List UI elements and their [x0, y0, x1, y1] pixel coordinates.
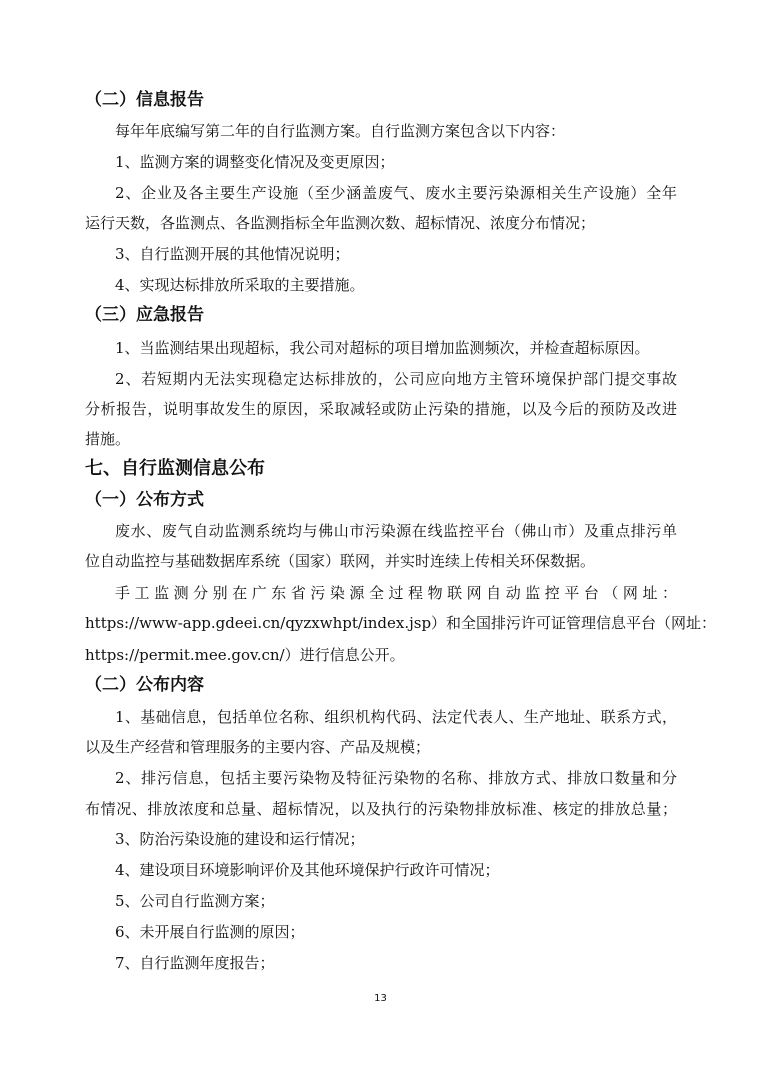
info-report-item-2-line-2: 运行天数，各监测点、各监测指标全年监测次数、超标情况、浓度分布情况；: [85, 214, 596, 232]
content-item-1-line-1: 1、基础信息，包括单位名称、组织机构代码、法定代表人、生产地址、联系方式，: [115, 708, 677, 726]
heading-emergency-report: （三）应急报告: [85, 305, 204, 325]
method-p2-line-2: https://www-app.gdeei.cn/qyzxwhpt/index.jsp）和全国排污许可证管理信息平台（网址：: [85, 614, 717, 632]
heading-disclosure-method: （一）公布方式: [85, 490, 204, 510]
content-item-1-line-2: 以及生产经营和管理服务的主要内容、产品及规模；: [85, 738, 431, 756]
emergency-item-2-line-2: 分析报告，说明事故发生的原因，采取减轻或防止污染的措施，以及今后的预防及改进: [85, 400, 677, 418]
info-report-item-4: 4、实现达标排放所采取的主要措施。: [115, 276, 365, 294]
method-p1-line-2: 位自动监控与基础数据库系统（国家）联网，并实时连续上传相关环保数据。: [85, 552, 596, 570]
info-report-item-3: 3、自行监测开展的其他情况说明；: [115, 245, 350, 263]
content-item-7: 7、自行监测年度报告；: [115, 954, 275, 972]
info-report-intro: 每年年底编写第二年的自行监测方案。自行监测方案包含以下内容：: [115, 122, 566, 140]
content-item-3: 3、防治污染设施的建设和运行情况；: [115, 830, 365, 848]
emergency-item-2-line-3: 措施。: [85, 430, 131, 448]
content-item-2-line-2: 布情况、排放浓度和总量、超标情况，以及执行的污染物排放标准、核定的排放总量；: [85, 800, 677, 818]
content-item-6: 6、未开展自行监测的原因；: [115, 923, 305, 941]
emergency-item-2-line-1: 2、若短期内无法实现稳定达标排放的，公司应向地方主管环境保护部门提交事故: [115, 370, 677, 388]
method-p1-line-1: 废水、废气自动监测系统均与佛山市污染源在线监控平台（佛山市）及重点排污单: [115, 522, 677, 540]
heading-info-report: （二）信息报告: [85, 90, 204, 110]
method-p2-line-3: https://permit.mee.gov.cn/）进行信息公开。: [85, 646, 405, 664]
heading-disclosure: 七、自行监测信息公布: [85, 458, 265, 479]
info-report-item-2-line-1: 2、企业及各主要生产设施（至少涵盖废气、废水主要污染源相关生产设施）全年: [115, 184, 677, 202]
content-item-5: 5、公司自行监测方案；: [115, 892, 275, 910]
method-p2-line-1: 手工监测分别在广东省污染源全过程物联网自动监控平台（网址：: [115, 584, 677, 602]
content-item-4: 4、建设项目环境影响评价及其他环境保护行政许可情况；: [115, 861, 500, 879]
emergency-item-1: 1、当监测结果出现超标，我公司对超标的项目增加监测频次，并检查超标原因。: [115, 339, 650, 357]
page-number: 13: [374, 993, 387, 1004]
heading-disclosure-content: （二）公布内容: [85, 675, 204, 695]
content-item-2-line-1: 2、排污信息，包括主要污染物及特征污染物的名称、排放方式、排放口数量和分: [115, 769, 677, 787]
info-report-item-1: 1、监测方案的调整变化情况及变更原因；: [115, 153, 395, 171]
